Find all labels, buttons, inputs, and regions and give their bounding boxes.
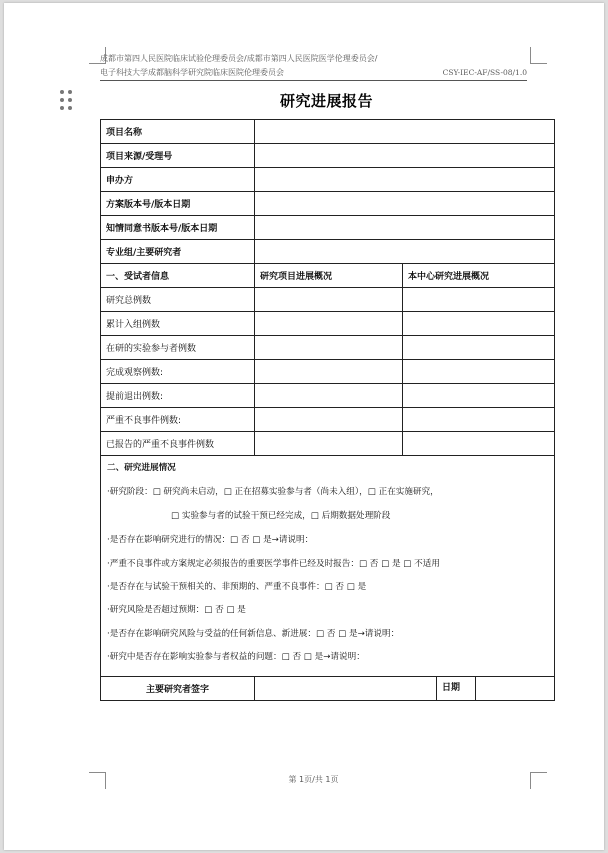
table-row: [101, 360, 555, 384]
stat-label: 在研的实验参与者例数: [101, 336, 255, 360]
project-progress-heading: 研究项目进展概况: [255, 264, 403, 288]
header-line-1: 成都市第四人民医院临床试验伦理委员会/成都市第四人民医院医学伦理委员会/: [100, 54, 378, 63]
project-value-cell[interactable]: [255, 312, 403, 336]
center-value-cell[interactable]: [403, 288, 555, 312]
progress-item[interactable]: ·严重不良事件或方案规定必须报告的重要医学事件已经及时报告：□ 否 □ 是 □ 不适用: [107, 559, 440, 569]
center-progress-heading: 本中心研究进展概况: [403, 264, 555, 288]
field-value-cell[interactable]: [255, 216, 555, 240]
table-row: [101, 192, 555, 216]
table-row: [101, 384, 555, 408]
stat-label: 完成观察例数:: [101, 360, 255, 384]
table-row: [101, 336, 555, 360]
header-rule: [100, 80, 527, 81]
date-area: [437, 677, 555, 701]
field-value-cell[interactable]: [255, 192, 555, 216]
field-value-cell[interactable]: [255, 240, 555, 264]
signature-label: 主要研究者签字: [101, 677, 255, 701]
progress-item[interactable]: ·是否存在影响研究风险与受益的任何新信息、新进展：□ 否 □ 是→请说明：: [107, 629, 400, 639]
stat-label: 已报告的严重不良事件例数: [101, 432, 255, 456]
center-value-cell[interactable]: [403, 432, 555, 456]
center-value-cell[interactable]: [403, 312, 555, 336]
stat-label: 提前退出例数:: [101, 384, 255, 408]
table-row: [101, 120, 555, 144]
page-footer: 第 1页/共 1页: [288, 775, 339, 784]
progress-item[interactable]: ·是否存在影响研究进行的情况：□ 否 □ 是→请说明：: [107, 535, 314, 545]
project-value-cell[interactable]: [255, 432, 403, 456]
table-row: [101, 432, 555, 456]
field-label: 项目来源/受理号: [101, 144, 255, 168]
field-label: 项目名称: [101, 120, 255, 144]
stat-label: 研究总例数: [101, 288, 255, 312]
signature-row: [101, 677, 555, 701]
progress-item[interactable]: ·研究中是否存在影响实验参与者权益的问题：□ 否 □ 是→请说明：: [107, 652, 365, 662]
signature-input-cell[interactable]: [255, 677, 437, 701]
crop-mark-bottom-right: [530, 772, 547, 789]
field-label: 申办方: [101, 168, 255, 192]
document-code: CSY-IEC-AF/SS-08/1.0: [442, 68, 527, 77]
table-row: [101, 288, 555, 312]
center-value-cell[interactable]: [403, 384, 555, 408]
progress-item[interactable]: ·研究阶段：□ 研究尚未启动，□ 正在招募实验参与者（尚未入组），□ 正在实施研究，: [107, 487, 439, 497]
progress-item[interactable]: ·研究风险是否超过预期：□ 否 □ 是: [107, 605, 246, 615]
progress-item[interactable]: ·是否存在与试验干预相关的、非预期的、严重不良事件：□ 否 □ 是: [107, 582, 367, 592]
project-value-cell[interactable]: [255, 360, 403, 384]
table-row: [101, 240, 555, 264]
field-value-cell[interactable]: [255, 120, 555, 144]
section1-heading: 一、受试者信息: [101, 264, 255, 288]
section2-heading: 二、研究进展情况: [107, 463, 176, 473]
section1-header-row: [101, 264, 555, 288]
project-value-cell[interactable]: [255, 408, 403, 432]
crop-mark-top-right: [530, 47, 547, 64]
field-label: 专业组/主要研究者: [101, 240, 255, 264]
center-value-cell[interactable]: [403, 336, 555, 360]
center-value-cell[interactable]: [403, 408, 555, 432]
table-row: [101, 408, 555, 432]
center-value-cell[interactable]: [403, 360, 555, 384]
table-row: [101, 312, 555, 336]
stat-label: 累计入组例数: [101, 312, 255, 336]
section2-row: [101, 456, 555, 677]
field-value-cell[interactable]: [255, 144, 555, 168]
field-label: 方案版本号/版本日期: [101, 192, 255, 216]
header-line-2: 电子科技大学成都脑科学研究院临床医院伦理委员会: [100, 68, 284, 77]
date-input-cell[interactable]: [476, 677, 554, 700]
table-row: [101, 144, 555, 168]
stat-label: 严重不良事件例数:: [101, 408, 255, 432]
project-value-cell[interactable]: [255, 384, 403, 408]
field-label: 知情同意书版本号/版本日期: [101, 216, 255, 240]
table-row: [101, 168, 555, 192]
field-value-cell[interactable]: [255, 168, 555, 192]
date-label: 日期: [437, 677, 476, 700]
table-row: [101, 216, 555, 240]
document-title: 研究进展报告: [279, 92, 373, 110]
project-value-cell[interactable]: [255, 336, 403, 360]
research-progress-cell: [101, 456, 555, 677]
project-value-cell[interactable]: [255, 288, 403, 312]
drag-handle-icon[interactable]: [60, 90, 74, 112]
progress-item[interactable]: □ 实验参与者的试验干预已经完成，□ 后期数据处理阶段: [171, 511, 391, 521]
report-form-table: [100, 119, 555, 701]
